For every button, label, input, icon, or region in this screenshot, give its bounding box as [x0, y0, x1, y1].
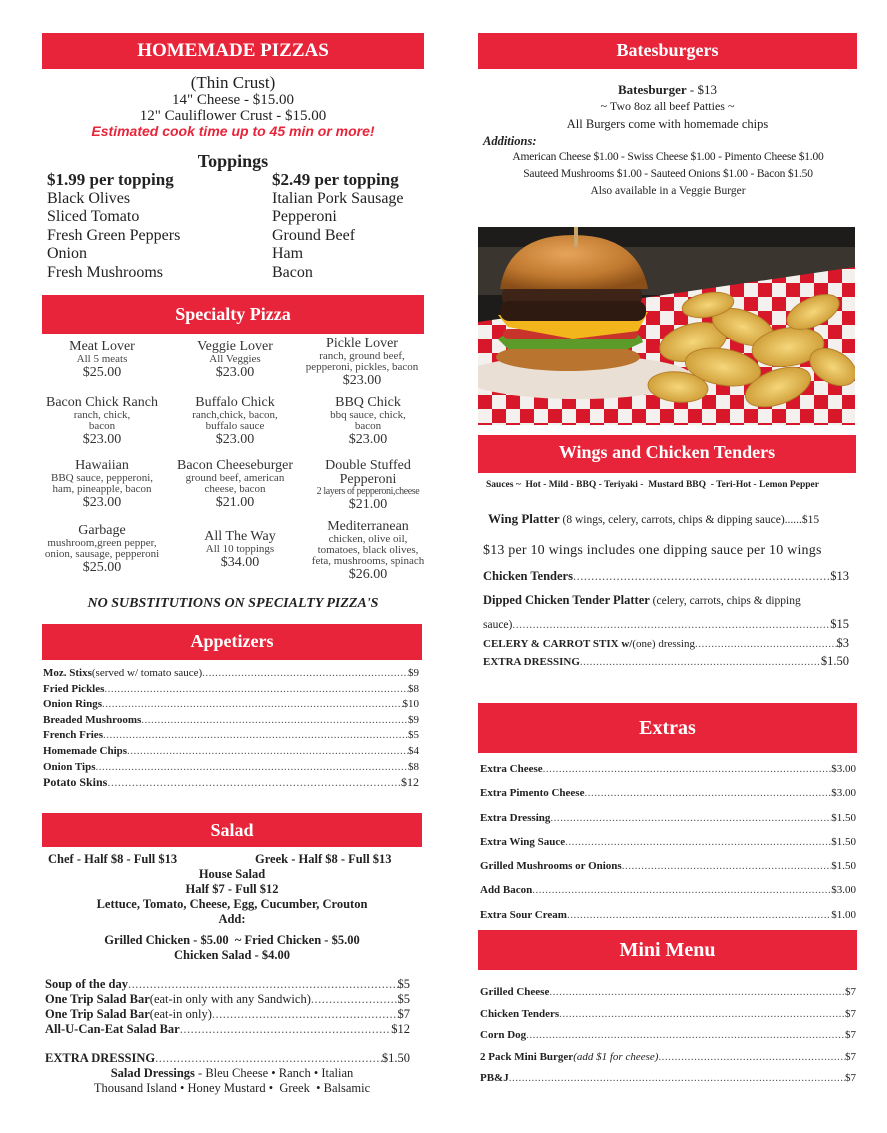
wings-per-10: $13 per 10 wings includes one dipping sauce per 10 wings — [483, 543, 822, 558]
list-item — [43, 713, 419, 729]
item-price: $15 — [830, 617, 849, 631]
wing-platter-desc: (8 wings, celery, carrots, chips & dipping sauce)......$15 — [559, 514, 820, 526]
item-price: $5 — [408, 729, 419, 742]
pizza-desc: All 5 meats — [76, 353, 128, 365]
salad-dressings-list-1: - Bleu Cheese • Ranch • Italian — [194, 1066, 354, 1080]
item-label: Onion Tips — [43, 760, 96, 773]
item-label: French Fries — [43, 729, 103, 742]
item-price: $5 — [397, 992, 410, 1006]
list-item — [43, 744, 419, 760]
specialty-header: Specialty Pizza — [42, 295, 424, 334]
mini-menu-list — [480, 982, 856, 1090]
cook-time-note: Estimated cook time up to 45 min or more! — [91, 123, 375, 139]
salad-house-price: Half $7 - Full $12 — [185, 882, 279, 896]
pizza-price: $23.00 — [215, 365, 255, 380]
wings-extra-dressing-row — [483, 654, 849, 669]
pizza-size-12: 12" Cauliflower Crust - $15.00 — [139, 108, 327, 124]
item-price: $7 — [397, 1007, 410, 1021]
item-price: $7 — [845, 1007, 856, 1020]
pizza-name: Garbage — [78, 523, 126, 538]
pizza-desc: ranch, chick, bacon — [73, 409, 131, 432]
batesburger-price: - $13 — [686, 82, 717, 97]
additions-line-3: Also available in a Veggie Burger — [590, 185, 746, 197]
pizza-crust: (Thin Crust) — [190, 73, 276, 92]
dipped-platter-cont — [483, 617, 849, 632]
topping-item: Bacon — [272, 263, 313, 281]
pizza-name: Meat Lover — [69, 339, 135, 354]
item-label: Extra Cheese — [480, 763, 543, 775]
item-extra: (served w/ tomato sauce) — [91, 667, 203, 679]
additions-label: Additions: — [483, 134, 537, 148]
specialty-pizza-garbage — [37, 524, 167, 575]
list-item — [45, 1007, 410, 1022]
item-price: $9 — [408, 667, 419, 679]
list-item — [43, 760, 419, 776]
item-price: $7 — [845, 986, 856, 998]
specialty-pizza-pickle-lover — [297, 337, 427, 388]
pizza-price: $34.00 — [220, 555, 260, 570]
item-label: Chicken Tenders — [480, 1007, 560, 1020]
item-label: One Trip Salad Bar — [45, 992, 150, 1006]
list-item — [43, 697, 419, 713]
wings-header: Wings and Chicken Tenders — [478, 435, 856, 473]
pizza-desc: ranch, ground beef, pepperoni, pickles, bacon — [305, 350, 419, 373]
specialty-pizza-veggie-lover — [170, 340, 300, 380]
list-item — [480, 757, 856, 781]
item-extra: (eat-in only with any Sandwich) — [149, 992, 311, 1006]
specialty-pizza-mediterranean — [303, 520, 433, 582]
list-item — [480, 806, 856, 830]
item-price: $3.00 — [831, 787, 856, 800]
pizza-price: $26.00 — [348, 567, 388, 582]
specialty-pizza-buffalo-chick — [170, 396, 300, 447]
list-item — [480, 830, 856, 854]
salad-add-chicken-salad: Chicken Salad - $4.00 — [174, 948, 290, 962]
item-label: All-U-Can-Eat Salad Bar — [45, 1022, 180, 1036]
topping-item: Fresh Green Peppers — [47, 226, 181, 244]
appetizers-header: Appetizers — [42, 624, 422, 660]
topping-item: Italian Pork Sausage — [272, 189, 404, 207]
salad-house: House Salad — [198, 867, 266, 881]
dipped-platter-desc: (celery, carrots, chips & dipping — [649, 595, 801, 607]
pizza-desc: BBQ sauce, pepperoni, ham, pineapple, bacon — [50, 472, 154, 495]
salad-add-options: Grilled Chicken - $5.00 ~ Fried Chicken - $5.00 — [104, 933, 360, 947]
topping-item: Ham — [272, 245, 304, 262]
topping-item: Black Olives — [47, 189, 131, 207]
pizza-name: BBQ Chick — [335, 395, 401, 410]
extras-header: Extras — [478, 703, 857, 753]
list-item — [480, 903, 856, 927]
pizza-name: Bacon Cheeseburger — [177, 458, 293, 473]
toppings-col-1 — [47, 171, 257, 282]
pizza-name: Pickle Lover — [326, 336, 398, 351]
item-label: Grilled Cheese — [480, 986, 550, 998]
dipped-platter-cont-text: sauce) — [483, 619, 513, 631]
item-label: Extra Dressing — [480, 811, 551, 824]
item-price: $10 — [402, 698, 419, 711]
item-price: $4 — [408, 744, 419, 757]
list-item — [480, 781, 856, 805]
list-item — [43, 682, 419, 698]
item-price: $12 — [391, 1022, 410, 1036]
item-price: $1.00 — [831, 908, 856, 921]
batesburger-patties: ~ Two 8oz all beef Patties ~ — [600, 99, 735, 113]
pizza-price: $21.00 — [215, 495, 255, 510]
list-item — [43, 728, 419, 744]
item-label: Onion Rings — [43, 698, 102, 711]
item-price: $7 — [845, 1072, 856, 1084]
list-item — [43, 775, 419, 791]
pizza-desc: mushroom,green pepper, onion, sausage, pepperoni — [44, 537, 160, 560]
item-label: EXTRA DRESSING — [45, 1051, 156, 1065]
batesburger-name: Batesburger — [618, 82, 687, 97]
additions-line-1: American Cheese $1.00 - Swiss Cheese $1.00 - Pimento Cheese $1.00 — [512, 151, 824, 163]
item-price: $3 — [836, 636, 849, 650]
pizza-name: Veggie Lover — [197, 339, 273, 354]
salad-dressings-title: Salad Dressings — [110, 1066, 195, 1080]
list-item — [45, 977, 410, 992]
chicken-tenders-row — [483, 569, 849, 584]
salad-ingredients: Lettuce, Tomato, Cheese, Egg, Cucumber, Crouton — [96, 897, 368, 911]
item-price: $7 — [845, 1050, 856, 1063]
pizza-name: Mediterranean — [327, 519, 409, 534]
wing-sauces: Sauces ~ Hot - Mild - BBQ - Teriyaki - Mustard BBQ - Teri-Hot - Lemon Pepper — [486, 480, 819, 490]
item-price: $1.50 — [831, 811, 856, 824]
specialty-pizza-bbq-chick — [303, 396, 433, 447]
pizza-desc: 2 layers of pepperoni,cheese — [316, 486, 420, 497]
specialty-pizza-bacon-cheeseburger — [170, 459, 300, 510]
list-item — [43, 666, 419, 682]
list-item — [480, 854, 856, 878]
item-label: Chicken Tenders — [483, 569, 573, 583]
item-price: $1.50 — [831, 860, 856, 873]
toppings-col-2 — [272, 171, 432, 282]
topping-item: Ground Beef — [272, 226, 356, 244]
item-label: Grilled Mushrooms or Onions — [480, 860, 622, 873]
pizza-price: $23.00 — [82, 495, 122, 510]
item-label: Extra Sour Cream — [480, 908, 567, 921]
salad-chef: Chef - Half $8 - Full $13 — [48, 852, 178, 866]
list-item — [480, 1025, 856, 1047]
pizza-price: $23.00 — [342, 373, 382, 388]
item-label: One Trip Salad Bar — [45, 1007, 150, 1021]
pizza-desc: ground beef, american cheese, bacon — [185, 472, 285, 495]
specialty-pizza-hawaiian — [37, 459, 167, 510]
salad-greek: Greek - Half $8 - Full $13 — [255, 852, 392, 866]
list-item — [480, 1004, 856, 1026]
salad-bar-list — [45, 977, 410, 1037]
pizzas-header: HOMEMADE PIZZAS — [42, 33, 424, 69]
salad-dressings-list-2: Thousand Island • Honey Mustard • Greek • Balsamic — [93, 1081, 371, 1095]
topping-item: Onion — [47, 245, 87, 262]
item-label: Breaded Mushrooms — [43, 713, 142, 726]
pizza-price: $23.00 — [348, 432, 388, 447]
list-item — [45, 1022, 410, 1037]
item-price: $13 — [830, 569, 849, 583]
no-substitutions-note: NO SUBSTITUTIONS ON SPECIALTY PIZZA'S — [87, 596, 379, 611]
pizza-desc: chicken, olive oil, tomatoes, black olives, feta, mushrooms, spinach — [311, 533, 425, 567]
pizza-desc: All 10 toppings — [205, 543, 275, 555]
salad-dressings-line-1 — [42, 1066, 422, 1081]
item-label: PB&J — [480, 1072, 509, 1084]
item-price: $5 — [397, 977, 410, 991]
wing-platter — [488, 511, 819, 527]
specialty-pizza-meat-lover — [37, 340, 167, 380]
pizza-price: $25.00 — [82, 560, 122, 575]
additions-line-2: Sauteed Mushrooms $1.00 - Sauteed Onions $1.00 - Bacon $1.50 — [523, 168, 813, 180]
dipped-platter-row — [483, 593, 801, 608]
item-label: Fried Pickles — [43, 682, 105, 695]
pizza-name: Hawaiian — [75, 458, 129, 473]
item-price: $8 — [408, 760, 419, 773]
salad-header: Salad — [42, 813, 422, 847]
item-label: Corn Dog — [480, 1029, 527, 1041]
item-label: Potato Skins — [43, 775, 108, 790]
pizza-size-14: 14" Cheese - $15.00 — [172, 92, 294, 108]
item-price: $12 — [401, 775, 419, 790]
pizza-desc: ranch,chick, bacon, buffalo sauce — [192, 409, 278, 432]
toppings-col-1-title: $1.99 per topping — [47, 170, 174, 189]
extras-list — [480, 757, 856, 927]
batesburger-title — [478, 82, 857, 98]
item-price: $7 — [845, 1029, 856, 1041]
toppings-col-2-title: $2.49 per topping — [272, 170, 399, 189]
burger-photo-illustration — [478, 227, 855, 425]
list-item — [480, 1047, 856, 1069]
dipped-platter-label: Dipped Chicken Tender Platter — [483, 593, 650, 607]
item-label: Add Bacon — [480, 884, 533, 897]
specialty-pizza-bacon-chick-ranch — [37, 396, 167, 447]
pizza-name: All The Way — [204, 529, 276, 544]
pizza-price: $23.00 — [215, 432, 255, 447]
pizza-desc: bbq sauce, chick, bacon — [330, 409, 406, 432]
topping-item: Sliced Tomato — [47, 208, 140, 225]
item-label: Moz. Stixs — [43, 667, 92, 679]
topping-item: Fresh Mushrooms — [47, 263, 164, 281]
burger-photo — [478, 227, 855, 425]
pizza-price: $23.00 — [82, 432, 122, 447]
salad-add-label: Add: — [218, 912, 246, 926]
batesburger-chips: All Burgers come with homemade chips — [566, 117, 769, 131]
item-label: Extra Wing Sauce — [480, 835, 566, 848]
specialty-pizza-all-the-way — [175, 530, 305, 570]
item-label: CELERY & CARROT STIX w/ — [483, 638, 633, 650]
pizza-desc: All Veggies — [209, 353, 261, 365]
specialty-pizza-double-stuffed-pepperoni — [303, 459, 433, 512]
pizza-name: Buffalo Chick — [195, 395, 275, 410]
item-price: $1.50 — [381, 1051, 410, 1065]
pizza-price: $25.00 — [82, 365, 122, 380]
appetizers-list — [43, 666, 419, 791]
batesburgers-header: Batesburgers — [478, 33, 857, 69]
item-label: EXTRA DRESSING — [483, 656, 580, 668]
item-label: Extra Pimento Cheese — [480, 787, 585, 800]
item-extra: (eat-in only) — [149, 1007, 212, 1021]
item-price: $8 — [408, 682, 419, 695]
item-price: $1.50 — [831, 835, 856, 848]
list-item — [480, 982, 856, 1004]
item-label: Homemade Chips — [43, 744, 128, 757]
item-price: $3.00 — [831, 763, 856, 775]
item-extra: (one) dressing — [632, 638, 695, 650]
wing-platter-label: Wing Platter — [488, 511, 560, 526]
item-price: $1.50 — [820, 654, 849, 668]
pizza-name: Bacon Chick Ranch — [46, 395, 158, 410]
item-price: $9 — [408, 713, 419, 726]
item-price: $3.00 — [831, 884, 856, 897]
celery-carrot-row — [483, 636, 849, 651]
topping-item: Pepperoni — [272, 208, 337, 225]
salad-extra-dressing — [45, 1051, 410, 1066]
item-label: Soup of the day — [45, 977, 129, 991]
pizza-name: Double Stuffed Pepperoni — [325, 458, 411, 487]
item-extra: (add $1 for cheese) — [573, 1050, 659, 1063]
pizza-price: $21.00 — [348, 497, 388, 512]
item-label: 2 Pack Mini Burger — [480, 1050, 574, 1063]
list-item — [45, 992, 410, 1007]
list-item — [480, 1068, 856, 1090]
mini-menu-header: Mini Menu — [478, 930, 857, 970]
list-item — [480, 878, 856, 902]
toppings-title: Toppings — [197, 151, 269, 171]
